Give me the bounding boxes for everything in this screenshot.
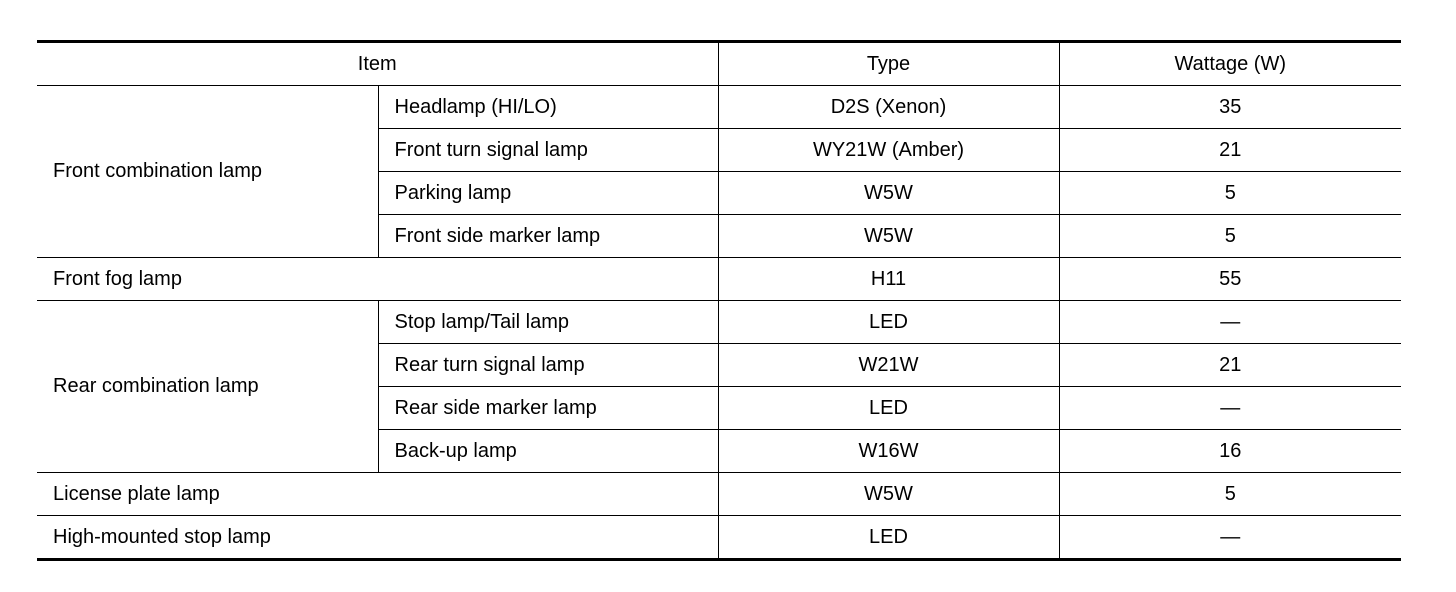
wattage-cell: 5 <box>1059 215 1401 258</box>
type-cell: W16W <box>718 430 1059 473</box>
wattage-cell: 55 <box>1059 258 1401 301</box>
sub-item: Stop lamp/Tail lamp <box>378 301 718 344</box>
sub-item: Rear side marker lamp <box>378 387 718 430</box>
table-row <box>37 473 1401 516</box>
wattage-cell: 21 <box>1059 344 1401 387</box>
sub-item: Rear turn signal lamp <box>378 344 718 387</box>
wattage-cell: 16 <box>1059 430 1401 473</box>
item-license-plate-lamp: License plate lamp <box>37 473 718 516</box>
type-cell: W5W <box>718 215 1059 258</box>
header-wattage: Wattage (W) <box>1059 42 1401 86</box>
type-cell: D2S (Xenon) <box>718 86 1059 129</box>
bulb-spec-table <box>37 40 1401 561</box>
table-row <box>37 301 1401 344</box>
table-row <box>37 86 1401 129</box>
sub-item: Parking lamp <box>378 172 718 215</box>
header-type: Type <box>718 42 1059 86</box>
wattage-cell: 21 <box>1059 129 1401 172</box>
item-front-fog-lamp: Front fog lamp <box>37 258 718 301</box>
group-label-rear-combination: Rear combination lamp <box>37 301 378 473</box>
type-cell: W21W <box>718 344 1059 387</box>
type-cell: WY21W (Amber) <box>718 129 1059 172</box>
wattage-cell: 5 <box>1059 473 1401 516</box>
sub-item: Front side marker lamp <box>378 215 718 258</box>
type-cell: W5W <box>718 473 1059 516</box>
wattage-cell: — <box>1059 387 1401 430</box>
wattage-cell: 5 <box>1059 172 1401 215</box>
type-cell: W5W <box>718 172 1059 215</box>
type-cell: H11 <box>718 258 1059 301</box>
header-row <box>37 42 1401 86</box>
item-high-mounted-stop-lamp: High-mounted stop lamp <box>37 516 718 560</box>
wattage-cell: 35 <box>1059 86 1401 129</box>
sub-item: Back-up lamp <box>378 430 718 473</box>
sub-item: Headlamp (HI/LO) <box>378 86 718 129</box>
header-item: Item <box>37 42 718 86</box>
sub-item: Front turn signal lamp <box>378 129 718 172</box>
table-row <box>37 258 1401 301</box>
wattage-cell: — <box>1059 301 1401 344</box>
type-cell: LED <box>718 301 1059 344</box>
type-cell: LED <box>718 387 1059 430</box>
group-label-front-combination: Front combination lamp <box>37 86 378 258</box>
type-cell: LED <box>718 516 1059 560</box>
table-row <box>37 516 1401 560</box>
wattage-cell: — <box>1059 516 1401 560</box>
